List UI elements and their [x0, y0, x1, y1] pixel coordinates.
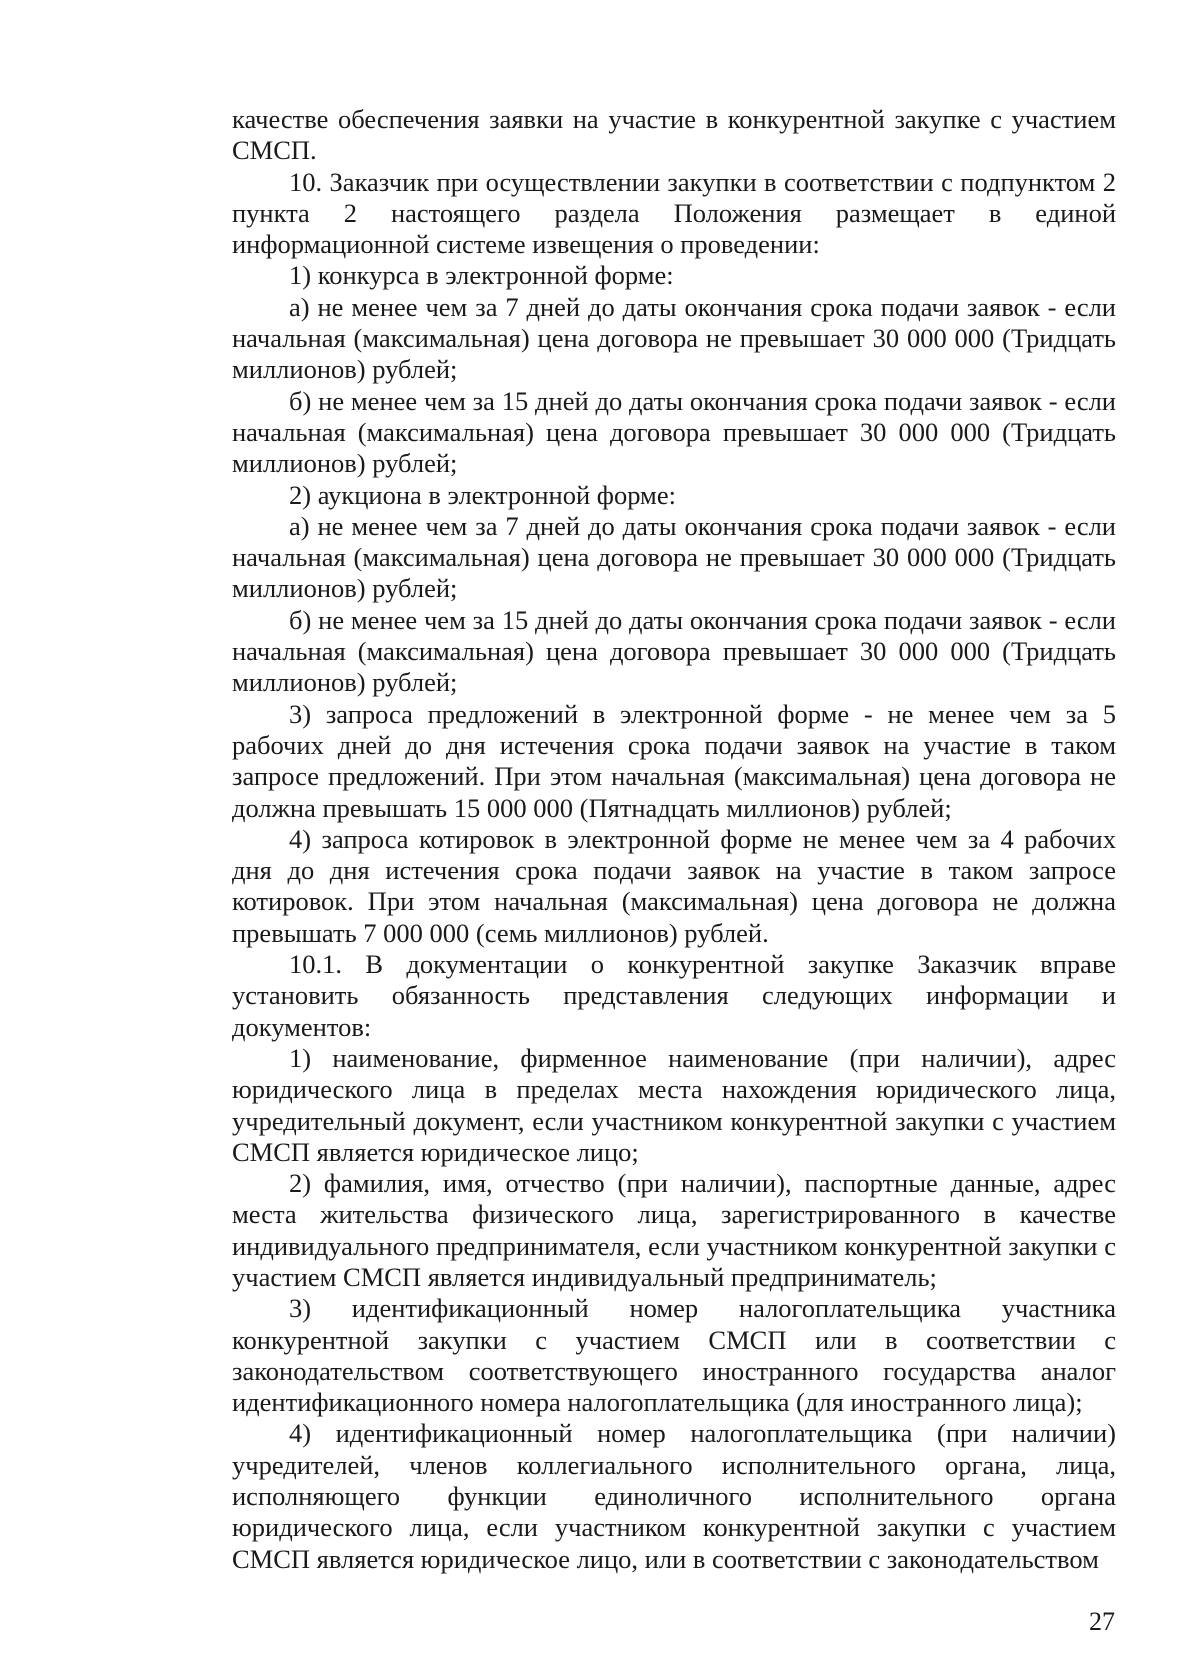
paragraph-10-item-1: 1) конкурса в электронной форме:	[289, 260, 674, 291]
paragraph-10-item-2: 2) аукциона в электронной форме:	[289, 479, 676, 510]
paragraph-10-item-4: 4) запроса котировок в электронной форме не менее чем за 4 рабочих дня до дня истечения срока подачи заявок на участие в таком запросе котировок. При этом начальная (максимальная) цена договора не должна превышать 7 000 000 (семь миллионов) рублей.	[232, 823, 1116, 948]
paragraph-continuation: качестве обеспечения заявки на участие в конкурентной закупке с участием СМСП.	[232, 104, 1116, 166]
paragraph-10-1: 10.1. В документации о конкурентной закупке Заказчик вправе установить обязанность представления следующих информации и документов:	[232, 949, 1116, 1042]
paragraph-10-item-2b: б) не менее чем за 15 дней до даты окончания срока подачи заявок - если начальная (максимальная) цена договора превышает 30 000 000 (Тридцать миллионов) рублей;	[232, 604, 1116, 698]
paragraph-10-1-item-1: 1) наименование, фирменное наименование (при наличии), адрес юридического лица в пределах места нахождения юридического лица, учредительный документ, если участником конкурентной закупки с участием СМСП является юридическое лицо;	[232, 1042, 1116, 1167]
paragraph-10-1-item-2: 2) фамилия, имя, отчество (при наличии), паспортные данные, адрес места жительства физического лица, зарегистрированного в качестве индивидуального предпринимателя, если участником конкурентной закупки с участием СМСП является индивидуальный предприниматель;	[232, 1168, 1116, 1292]
paragraph-10-item-3: 3) запроса предложений в электронной форме - не менее чем за 5 рабочих дней до дня истечения срока подачи заявок на участие в таком запросе предложений. При этом начальная (максимальная) цена договора не должна превышать 15 000 000 (Пятнадцать миллионов) рублей;	[232, 698, 1116, 823]
paragraph-10-item-1a: а) не менее чем за 7 дней до даты окончания срока подачи заявок - если начальная (максимальная) цена договора не превышает 30 000 000 (Тридцать миллионов) рублей;	[232, 291, 1116, 385]
paragraph-10-1-item-3: 3) идентификационный номер налогоплательщика участника конкурентной закупки с участием СМСП или в соответствии с законодательством соответствующего иностранного государства аналог идентификационного номера налогоплательщика (для иностранного лица);	[232, 1293, 1116, 1418]
page-number: 27	[1089, 1607, 1115, 1636]
paragraph-10-item-2a: а) не менее чем за 7 дней до даты окончания срока подачи заявок - если начальная (максимальная) цена договора не превышает 30 000 000 (Тридцать миллионов) рублей;	[232, 510, 1116, 604]
paragraph-10: 10. Заказчик при осуществлении закупки в соответствии с подпунктом 2 пункта 2 настоящего раздела Положения размещает в единой информационной системе извещения о проведении:	[232, 166, 1116, 260]
paragraph-10-1-item-4: 4) идентификационный номер налогоплательщика (при наличии) учредителей, членов коллегиального исполнительного органа, лица, исполняющего функции единоличного исполнительного органа юридического лица, если участником конкурентной закупки с участием СМСП является юридическое лицо, или в соответствии с законодательством	[232, 1418, 1116, 1574]
document-body	[232, 104, 1116, 1575]
paragraph-10-item-1b: б) не менее чем за 15 дней до даты окончания срока подачи заявок - если начальная (максимальная) цена договора превышает 30 000 000 (Тридцать миллионов) рублей;	[232, 385, 1116, 479]
